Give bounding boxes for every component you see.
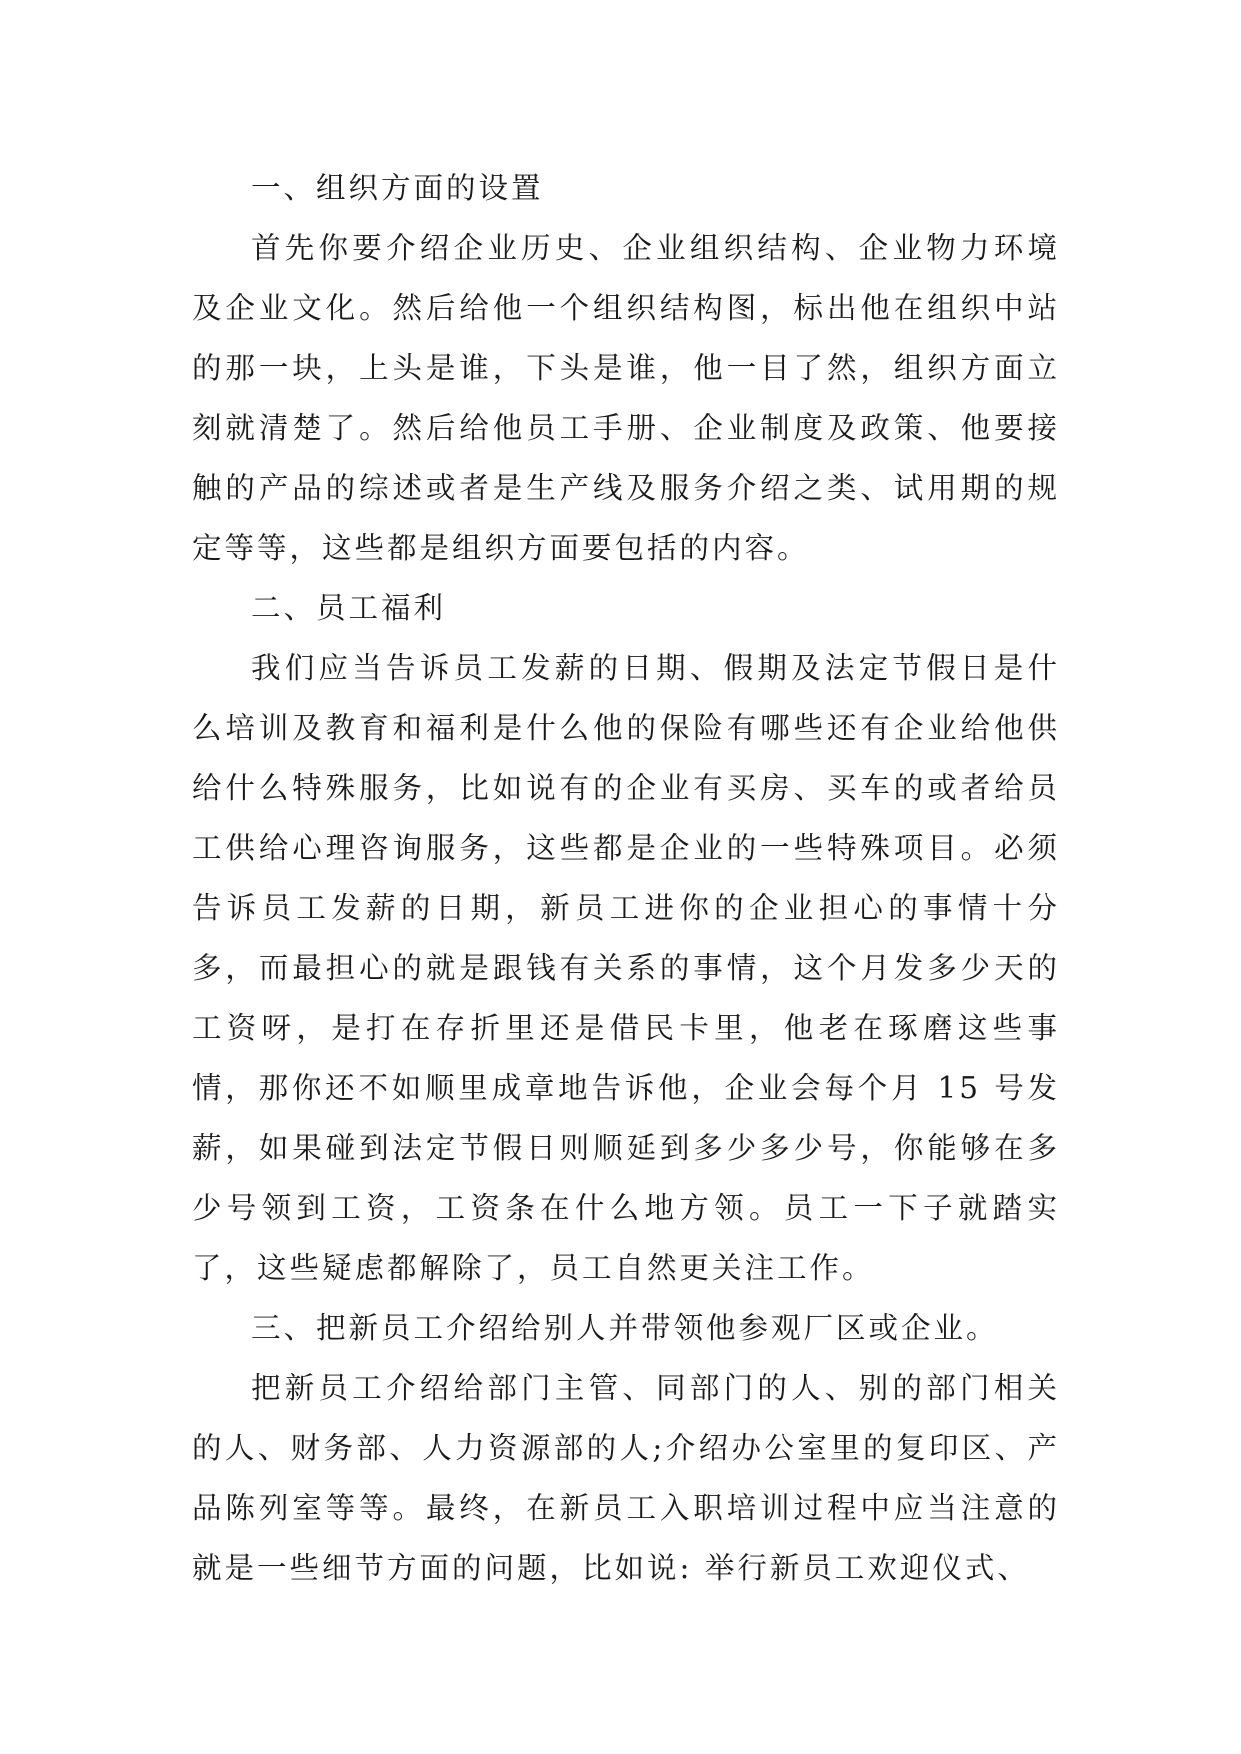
section-heading-introduction: 三、把新员工介绍给别人并带领他参观厂区或企业。: [251, 1311, 999, 1345]
section-paragraph-introduction: 把新员工介绍给部门主管、同部门的人、别的部门相关的人、财务部、人力资源部的人;介绍办公室里的复印区、产品陈列室等等。最终，在新员工入职培训过程中应当注意的就是一些细节方面的问题，比如说: 举行新员工欢迎仪式、: [192, 1371, 1060, 1585]
section-paragraph-organization: 首先你要介绍企业历史、企业组织结构、企业物力环境及企业文化。然后给他一个组织结构图，标出他在组织中站的那一块，上头是谁，下头是谁，他一目了然，组织方面立刻就清楚了。然后给他员工手册、企业制度及政策、他要接触的产品的综述或者是生产线及服务介绍之类、试用期的规定等等，这些都是组织方面要包括的内容。: [192, 231, 1060, 565]
section-heading-benefits: 二、员工福利: [251, 591, 447, 625]
section-heading-organization: 一、组织方面的设置: [251, 171, 544, 205]
section-paragraph-benefits: 我们应当告诉员工发薪的日期、假期及法定节假日是什么培训及教育和福利是什么他的保险有哪些还有企业给他供给什么特殊服务，比如说有的企业有买房、买车的或者给员工供给心理咨询服务，这些都是企业的一些特殊项目。必须告诉员工发薪的日期，新员工进你的企业担心的事情十分多，而最担心的就是跟钱有关系的事情，这个月发多少天的工资呀，是打在存折里还是借民卡里，他老在琢磨这些事情，那你还不如顺里成章地告诉他，企业会每个月 15 号发薪，如果碰到法定节假日则顺延到多少多少号，你能够在多少号领到工资，工资条在什么地方领。员工一下子就踏实了，这些疑虑都解除了，员工自然更关注工作。: [192, 651, 1060, 1285]
document-body: [192, 158, 1060, 1598]
